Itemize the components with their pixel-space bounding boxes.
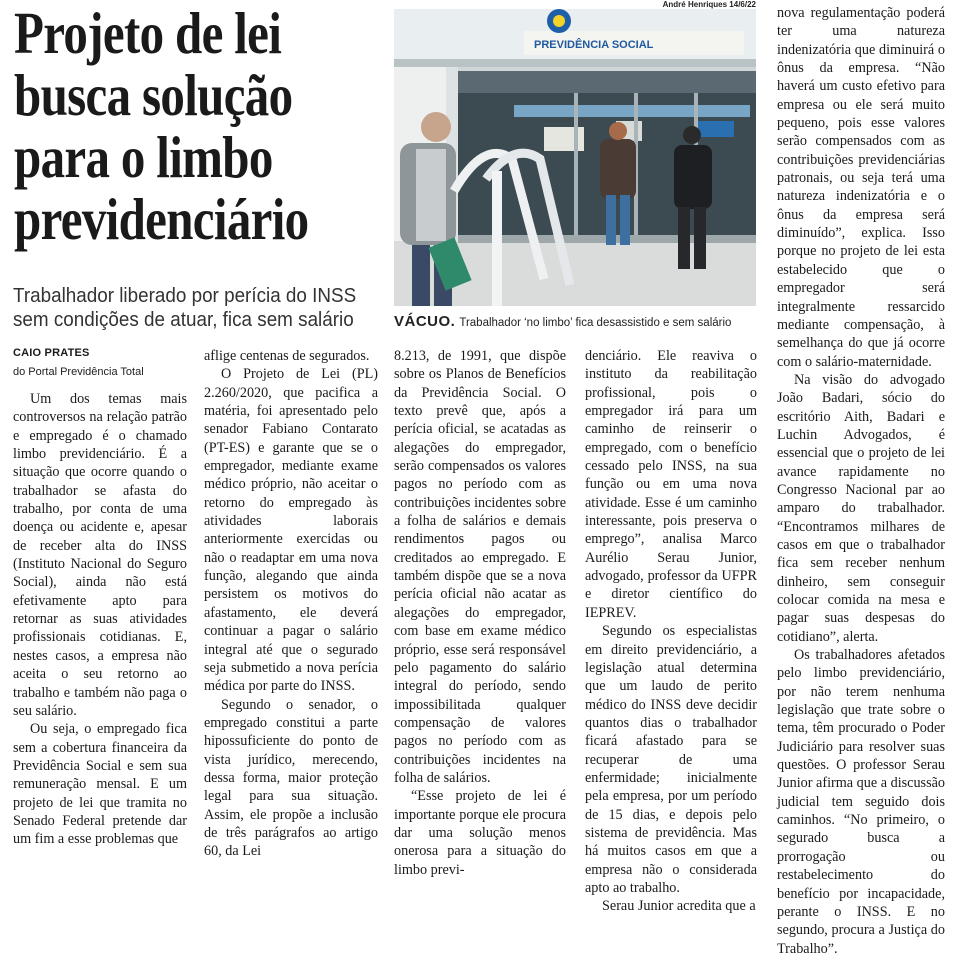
paragraph: Segundo o senador, o empregado constitui a parte hipossuficiente do ponto de vista jurídico, merecendo, dessa forma, maior proteção legal para sua situação. Assim, ele propõe a inclusão de três parágrafos ao artigo 60, da Lei xyxy=(204,696,378,860)
paragraph: “Esse projeto de lei é importante porque ele procura dar uma solução menos onerosa para a situação do limbo previ- xyxy=(394,788,566,878)
paragraph: Os trabalhadores afetados pelo limbo previdenciário, por não terem nenhuma legislação que trate sobre o tema, têm procurado o Poder Judiciário para resolver suas questões. O professor Serau Junior afirma que a discussão judicial tem seguido dois caminhos. “No primeiro, o segurado busca a prorrogação ou restabelecimento do benefício por incapacidade, perante o INSS. E no segundo, procura a Justiça do Trabalho”. xyxy=(777,647,945,957)
paragraph: Serau Junior acredita que a xyxy=(602,898,756,915)
article-column-4 xyxy=(585,347,757,916)
paragraph: Um dos temas mais controversos na relação patrão e empregado é o chamado limbo previdenciário. É a situação que ocorre quando o trabalhador se afasta do trabalho, por conta de uma doença ou acidente e, apesar de receber alta do INSS (Instituto Nacional do Seguro Social), ainda não está efetivamente apto para retornar as suas atividades profissionais cotidianas. E, nestes casos, a empresa não aceita o seu retorno ao trabalho e também não paga o seu salário. xyxy=(13,391,187,719)
author-byline: CAIO PRATES xyxy=(13,347,90,359)
paragraph: Na visão do advogado João Badari, sócio do escritório Aith, Badari e Luchin Advogados, é essencial que o projeto de lei avance rapidamente no Congresso Nacional par ao amparo do trabalhador. “Encontramos milhares de casos em que o trabalhador fica sem receber nenhum dinheiro, sem conseguir colocar comida na mesa e pagar suas despesas do cotidiano”, alerta. xyxy=(777,371,945,645)
paragraph: Ou seja, o empregado fica sem a cobertura financeira da Previdência Social e sem sua remuneração mensal. E um projeto de lei que tramita no Senado Federal pretende dar um fim a esse problemas que xyxy=(13,721,187,848)
paragraph: denciário. Ele reaviva o instituto da reabilitação profissional, pois o empregador irá para um caminho de reinserir o empregado, com o benefício cessado pelo INSS, na sua função ou em uma nova atividade. Esse é um caminho interessante, pois preserva o emprego”, analisa Marco Aurélio Serau Junior, advogado, professor da UFPR e diretor científico do IEPREV. xyxy=(585,348,757,621)
news-photo xyxy=(394,9,756,306)
article-column-2 xyxy=(204,347,378,861)
sign-text: PREVIDÊNCIA SOCIAL xyxy=(534,39,654,51)
paragraph: aflige centenas de segurados. xyxy=(204,348,370,364)
paragraph: nova regulamentação poderá ter uma natureza indenizatória que diminuirá o ônus da empresa. “Não haverá um custo efetivo para empresa ou ele será muito pequeno, pois esse valores serão compensados com as contribuições previdenciárias patronais, ou seja terá uma natureza indenizatória e o ônus da empresa será diminuído”, explica. Isso porque no projeto de lei esta estabelecido que o empregador será integralmente ressarcido mediante compensação, à semelhança do que já ocorre com o salário-maternidade. xyxy=(777,5,945,370)
photo-credit: André Henriques 14/6/22 xyxy=(662,0,756,9)
headline: Projeto de lei busca solução para o limbo previdenciário xyxy=(14,0,309,252)
paragraph: Segundo os especialistas em direito previdenciário, a legislação atual determina que um laudo de perito médico do INSS deve decidir quantos dias o trabalhador ficará afastado para se recuperar de uma enfermidade; inicialmente pela empresa, por um período de 15 dias, e depois pelo sistema de previdência. Mas há muitos casos em que a empresa não o considerada apto ao trabalho. xyxy=(585,623,757,896)
article-column-5 xyxy=(777,4,945,958)
subheadline: Trabalhador liberado por perícia do INSS sem condições de atuar, fica sem salário xyxy=(13,284,357,331)
caption-text: Trabalhador ‘no limbo’ fica desassistido e sem salário xyxy=(459,317,732,329)
article-column-1 xyxy=(13,390,187,849)
paragraph: O Projeto de Lei (PL) 2.260/2020, que pacifica a matéria, foi apresentado pelo senador Fabiano Contarato (PT-ES) e garante que se o empregador, mediante exame médico próprio, não aceitar o retorno do empregado às atividades laborais anteriormente exercidas ou não o readaptar em uma nova função, alegando que ainda persistem os motivos do afastamento, ele deverá continuar a pagar o salário integral até que o segurado seja submetido a nova perícia médica por parte do INSS. xyxy=(204,366,378,695)
caption-lead: VÁCUO. xyxy=(394,313,456,330)
author-affiliation: do Portal Previdência Total xyxy=(13,366,144,378)
article-column-3 xyxy=(394,347,566,879)
paragraph: 8.213, de 1991, que dispõe sobre os Planos de Benefícios da Previdência Social. O texto prevê que, após a perícia oficial, se acatadas as alegações do empregador, serão compensados os valores pagos no período com as contribuições incidentes sobre a folha de salários e demais rendimentos pagos ou creditados ao empregado. E também dispõe que se a nova perícia oficial não acatar as alegações do empregador, com base em exame médico próprio, esse será responsável pelo pagamento do salário integral do período, sendo impossibilitada qualquer compensação de valores pagos no período com as contribuições incidentes na folha de salários. xyxy=(394,348,566,786)
photo-caption xyxy=(394,313,764,330)
